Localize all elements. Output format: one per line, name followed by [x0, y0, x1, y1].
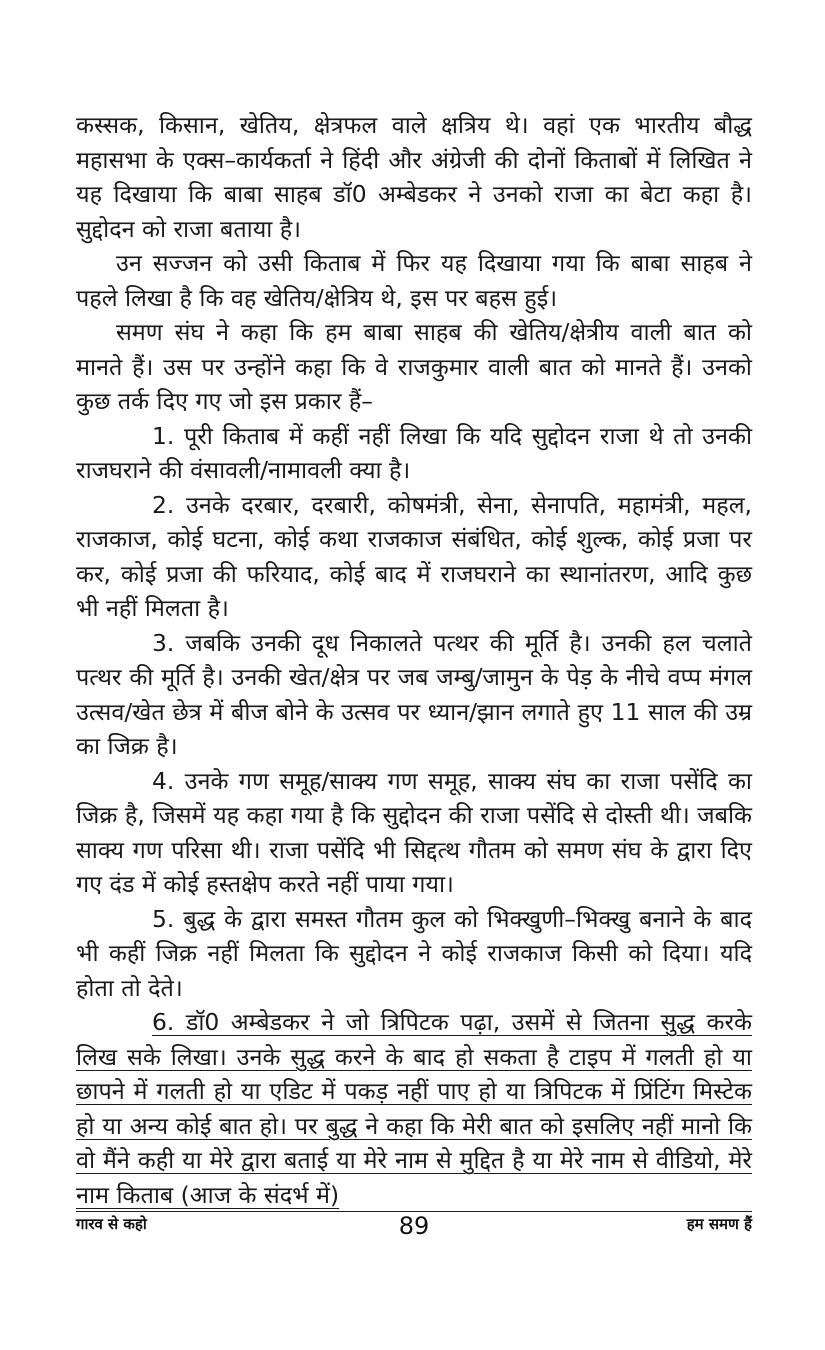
point-1: 1. पूरी किताब में कहीं नहीं लिखा कि यदि सुद्दोदन राजा थे तो उनकी राजघराने की वंसावली/नामावली क्या है।: [76, 421, 752, 484]
footer-section-title: हम समण हैं: [686, 1215, 752, 1233]
paragraph-sajjan: उन सज्जन को उसी किताब में फिर यह दिखाया गया कि बाबा साहब ने पहले लिखा है कि वह खेतिय/क्षेत्रिय थे, इस पर बहस हुई।: [76, 249, 752, 312]
paragraph-saman-sangh: समण संघ ने कहा कि हम बाबा साहब की खेतिय/क्षेत्रीय वाली बात को मानते हैं। उस पर उन्होंने कहा कि वे राजकुमार वाली बात को मानते हैं। उनको कुछ तर्क दिए गए जो इस प्रकार हैं–: [76, 318, 752, 415]
page-footer: [76, 1214, 752, 1242]
paragraph-intro: कस्सक, किसान, खेतिय, क्षेत्रफल वाले क्षत्रिय थे। वहां एक भारतीय बौद्ध महासभा के एक्स–कार्यकर्ता ने हिंदी और अंग्रेजी की दोनों किताबों में लिखित ने यह दिखाया कि बाबा साहब डॉ0 अम्बेडकर ने उनको राजा का बेटा कहा है। सुद्दोदन को राजा बताया है।: [76, 111, 752, 243]
point-2: 2. उनके दरबार, दरबारी, कोषमंत्री, सेना, सेनापति, महामंत्री, महल, राजकाज, कोई घटना, कोई कथा राजकाज संबंधित, कोई शुल्क, कोई प्रजा पर कर, कोई प्रजा की फरियाद, कोई बाद में राजघराने का स्थानांतरण, आदि कुछ भी नहीं मिलता है।: [76, 490, 752, 622]
point-5: 5. बुद्ध के द्वारा समस्त गौतम कुल को भिक्खुणी–भिक्खु बनाने के बाद भी कहीं जिक्र नहीं मिलता कि सुद्दोदन ने कोई राजकाज किसी को दिया। यदि होता तो देते।: [76, 904, 752, 1002]
page-number: 89: [398, 1212, 430, 1240]
point-6: 6. डॉ0 अम्बेडकर ने जो त्रिपिटक पढ़ा, उसमें से जितना सुद्ध करके लिख सके लिखा। उनके सुद्ध करने के बाद हो सकता है टाइप में गलती हो या छापने में गलती हो या एडिट में पकड़ नहीं पाए हो या त्रिपिटक में प्रिंटिंग मिस्टेक हो या अन्य कोई बात हो। पर बुद्ध ने कहा कि मेरी बात को इसलिए नहीं मानो कि वो मैंने कही या मेरे द्वारा बताई या मेरे नाम से मुद्दित है या मेरे नाम से वीडियो, मेरे नाम किताब (आज के संदर्भ में): [76, 1008, 752, 1209]
point-3: 3. जबकि उनकी दूध निकालते पत्थर की मूर्ति है। उनकी हल चलाते पत्थर की मूर्ति है। उनकी खेत/क्षेत्र पर जब जम्बु/जामुन के पेड़ के नीचे वप्प मंगल उत्सव/खेत छेत्र में बीज बोने के उत्सव पर ध्यान/झान लगाते हुए 11 साल की उम्र का जिक्र है।: [76, 628, 752, 760]
footer-book-title: गारव से कहो: [76, 1215, 147, 1233]
point-4: 4. उनके गण समूह/साक्य गण समूह, साक्य संघ का राजा पसेंदि का जिक्र है, जिसमें यह कहा गया है कि सुद्दोदन की राजा पसेंदि से दोस्ती थी। जबकि साक्य गण परिसा थी। राजा पसेंदि भी सिद्दत्थ गौतम को समण संघ के द्वारा दिए गए दंड में कोई हस्तक्षेप करते नहीं पाया गया।: [76, 766, 752, 898]
page-body: [76, 108, 752, 1212]
